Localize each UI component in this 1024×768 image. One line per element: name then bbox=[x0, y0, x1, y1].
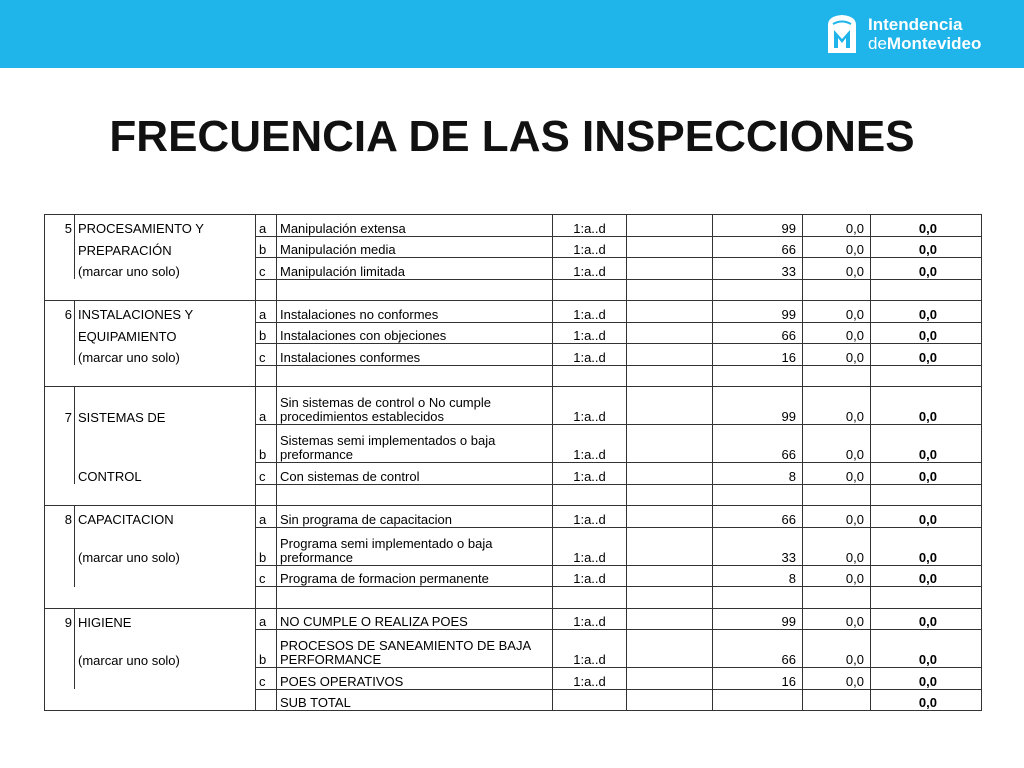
empty-cell bbox=[45, 689, 75, 711]
section-label: (marcar uno solo) bbox=[75, 344, 256, 366]
empty-cell bbox=[45, 484, 75, 506]
empty-cell bbox=[627, 387, 713, 425]
empty-cell bbox=[75, 689, 256, 711]
option-description: PROCESOS DE SANEAMIENTO DE BAJA PERFORMANCE bbox=[277, 630, 553, 668]
page-title: FRECUENCIA DE LAS INSPECCIONES bbox=[109, 112, 915, 161]
subtotal-label: SUB TOTAL bbox=[277, 689, 553, 711]
table-row bbox=[45, 668, 982, 690]
empty-cell bbox=[871, 279, 982, 301]
spacer-row bbox=[45, 484, 982, 506]
option-description: Manipulación media bbox=[277, 236, 553, 258]
empty-cell bbox=[75, 279, 256, 301]
option-value: 99 bbox=[713, 608, 803, 630]
empty-cell bbox=[256, 587, 277, 609]
empty-cell bbox=[627, 689, 713, 711]
option-description: Programa semi implementado o baja preformance bbox=[277, 527, 553, 565]
section-label bbox=[75, 565, 256, 587]
option-description: Instalaciones conformes bbox=[277, 344, 553, 366]
empty-cell bbox=[713, 587, 803, 609]
section-label: CONTROL bbox=[75, 463, 256, 485]
empty-cell bbox=[277, 484, 553, 506]
section-label: (marcar uno solo) bbox=[75, 630, 256, 668]
frequency-code: 1:a..d bbox=[553, 668, 627, 690]
frequency-code: 1:a..d bbox=[553, 565, 627, 587]
empty-cell bbox=[45, 365, 75, 387]
option-result: 0,0 bbox=[803, 344, 871, 366]
frequency-code: 1:a..d bbox=[553, 387, 627, 425]
section-number bbox=[45, 322, 75, 344]
option-letter: b bbox=[256, 425, 277, 463]
section-label bbox=[75, 425, 256, 463]
frequency-code: 1:a..d bbox=[553, 236, 627, 258]
empty-cell bbox=[713, 689, 803, 711]
option-value: 8 bbox=[713, 565, 803, 587]
table-row bbox=[45, 565, 982, 587]
section-number bbox=[45, 668, 75, 690]
option-result: 0,0 bbox=[803, 236, 871, 258]
option-description: Sin programa de capacitacion bbox=[277, 506, 553, 528]
table-row bbox=[45, 258, 982, 280]
spacer-row bbox=[45, 279, 982, 301]
section-label: CAPACITACION bbox=[75, 506, 256, 528]
option-total: 0,0 bbox=[871, 344, 982, 366]
option-value: 66 bbox=[713, 425, 803, 463]
empty-cell bbox=[553, 587, 627, 609]
empty-cell bbox=[871, 587, 982, 609]
empty-cell bbox=[627, 215, 713, 237]
option-value: 16 bbox=[713, 668, 803, 690]
empty-cell bbox=[803, 279, 871, 301]
option-result: 0,0 bbox=[803, 630, 871, 668]
frequency-code: 1:a..d bbox=[553, 608, 627, 630]
empty-cell bbox=[713, 365, 803, 387]
section-number bbox=[45, 463, 75, 485]
spacer-row bbox=[45, 365, 982, 387]
option-value: 66 bbox=[713, 236, 803, 258]
option-result: 0,0 bbox=[803, 608, 871, 630]
subtotal-row bbox=[45, 689, 982, 711]
brand-line-2-main: Montevideo bbox=[886, 34, 982, 53]
frequency-code: 1:a..d bbox=[553, 425, 627, 463]
empty-cell bbox=[627, 668, 713, 690]
empty-cell bbox=[803, 587, 871, 609]
table-row bbox=[45, 506, 982, 528]
option-result: 0,0 bbox=[803, 668, 871, 690]
option-total: 0,0 bbox=[871, 425, 982, 463]
frequency-code: 1:a..d bbox=[553, 215, 627, 237]
option-total: 0,0 bbox=[871, 565, 982, 587]
empty-cell bbox=[553, 365, 627, 387]
section-number bbox=[45, 630, 75, 668]
empty-cell bbox=[627, 236, 713, 258]
intendencia-logo-icon bbox=[825, 13, 859, 55]
empty-cell bbox=[75, 484, 256, 506]
frequency-code: 1:a..d bbox=[553, 258, 627, 280]
inspection-table bbox=[44, 214, 982, 711]
frequency-code: 1:a..d bbox=[553, 527, 627, 565]
option-result: 0,0 bbox=[803, 506, 871, 528]
section-number bbox=[45, 425, 75, 463]
option-value: 66 bbox=[713, 506, 803, 528]
table-row bbox=[45, 463, 982, 485]
option-letter: b bbox=[256, 236, 277, 258]
empty-cell bbox=[627, 344, 713, 366]
frequency-code: 1:a..d bbox=[553, 630, 627, 668]
empty-cell bbox=[627, 463, 713, 485]
option-value: 99 bbox=[713, 215, 803, 237]
option-description: Sistemas semi implementados o baja preformance bbox=[277, 425, 553, 463]
frequency-code: 1:a..d bbox=[553, 344, 627, 366]
empty-cell bbox=[803, 365, 871, 387]
table-row bbox=[45, 425, 982, 463]
option-letter: b bbox=[256, 630, 277, 668]
table-row bbox=[45, 215, 982, 237]
section-number bbox=[45, 258, 75, 280]
option-letter: c bbox=[256, 565, 277, 587]
empty-cell bbox=[256, 689, 277, 711]
table-row bbox=[45, 527, 982, 565]
empty-cell bbox=[45, 587, 75, 609]
empty-cell bbox=[256, 484, 277, 506]
spacer-row bbox=[45, 587, 982, 609]
brand-line-2-prefix: de bbox=[868, 34, 887, 53]
option-value: 8 bbox=[713, 463, 803, 485]
frequency-code: 1:a..d bbox=[553, 322, 627, 344]
section-label: INSTALACIONES Y bbox=[75, 301, 256, 323]
section-label: PREPARACIÓN bbox=[75, 236, 256, 258]
option-description: Sin sistemas de control o No cumple procedimientos establecidos bbox=[277, 387, 553, 425]
option-total: 0,0 bbox=[871, 506, 982, 528]
option-description: POES OPERATIVOS bbox=[277, 668, 553, 690]
option-letter: a bbox=[256, 387, 277, 425]
empty-cell bbox=[871, 484, 982, 506]
empty-cell bbox=[627, 322, 713, 344]
section-label bbox=[75, 668, 256, 690]
empty-cell bbox=[627, 301, 713, 323]
empty-cell bbox=[256, 365, 277, 387]
header-bar bbox=[0, 0, 1024, 68]
section-number: 6 bbox=[45, 301, 75, 323]
table-row bbox=[45, 387, 982, 425]
section-label: PROCESAMIENTO Y bbox=[75, 215, 256, 237]
brand-line-1: Intendencia bbox=[868, 15, 963, 34]
option-description: Instalaciones con objeciones bbox=[277, 322, 553, 344]
section-number: 9 bbox=[45, 608, 75, 630]
option-letter: c bbox=[256, 668, 277, 690]
empty-cell bbox=[277, 365, 553, 387]
option-letter: b bbox=[256, 527, 277, 565]
option-description: Programa de formacion permanente bbox=[277, 565, 553, 587]
option-value: 99 bbox=[713, 387, 803, 425]
table-row bbox=[45, 344, 982, 366]
option-result: 0,0 bbox=[803, 425, 871, 463]
section-label: (marcar uno solo) bbox=[75, 527, 256, 565]
option-result: 0,0 bbox=[803, 565, 871, 587]
option-letter: a bbox=[256, 301, 277, 323]
table-row bbox=[45, 322, 982, 344]
option-letter: c bbox=[256, 344, 277, 366]
subtotal-total: 0,0 bbox=[871, 689, 982, 711]
table-row bbox=[45, 630, 982, 668]
option-total: 0,0 bbox=[871, 236, 982, 258]
frequency-code: 1:a..d bbox=[553, 506, 627, 528]
option-result: 0,0 bbox=[803, 215, 871, 237]
option-letter: b bbox=[256, 322, 277, 344]
option-value: 33 bbox=[713, 527, 803, 565]
option-letter: a bbox=[256, 506, 277, 528]
empty-cell bbox=[627, 527, 713, 565]
empty-cell bbox=[627, 587, 713, 609]
option-value: 33 bbox=[713, 258, 803, 280]
option-description: Manipulación extensa bbox=[277, 215, 553, 237]
empty-cell bbox=[277, 587, 553, 609]
option-value: 66 bbox=[713, 322, 803, 344]
frequency-code: 1:a..d bbox=[553, 463, 627, 485]
empty-cell bbox=[75, 587, 256, 609]
option-letter: a bbox=[256, 608, 277, 630]
empty-cell bbox=[627, 425, 713, 463]
section-number: 7 bbox=[45, 387, 75, 425]
option-total: 0,0 bbox=[871, 463, 982, 485]
option-total: 0,0 bbox=[871, 322, 982, 344]
empty-cell bbox=[627, 630, 713, 668]
frequency-code: 1:a..d bbox=[553, 301, 627, 323]
option-description: Con sistemas de control bbox=[277, 463, 553, 485]
empty-cell bbox=[713, 484, 803, 506]
option-description: Instalaciones no conformes bbox=[277, 301, 553, 323]
empty-cell bbox=[627, 608, 713, 630]
section-number: 8 bbox=[45, 506, 75, 528]
option-total: 0,0 bbox=[871, 527, 982, 565]
brand-logo bbox=[825, 11, 981, 57]
empty-cell bbox=[627, 279, 713, 301]
section-label: EQUIPAMIENTO bbox=[75, 322, 256, 344]
empty-cell bbox=[803, 689, 871, 711]
empty-cell bbox=[871, 365, 982, 387]
option-total: 0,0 bbox=[871, 608, 982, 630]
option-total: 0,0 bbox=[871, 215, 982, 237]
option-result: 0,0 bbox=[803, 387, 871, 425]
option-value: 99 bbox=[713, 301, 803, 323]
empty-cell bbox=[277, 279, 553, 301]
option-value: 16 bbox=[713, 344, 803, 366]
section-number bbox=[45, 236, 75, 258]
option-total: 0,0 bbox=[871, 630, 982, 668]
section-number bbox=[45, 527, 75, 565]
section-label: SISTEMAS DE bbox=[75, 387, 256, 425]
option-result: 0,0 bbox=[803, 527, 871, 565]
section-number: 5 bbox=[45, 215, 75, 237]
section-number bbox=[45, 344, 75, 366]
empty-cell bbox=[627, 565, 713, 587]
empty-cell bbox=[713, 279, 803, 301]
empty-cell bbox=[553, 279, 627, 301]
empty-cell bbox=[627, 258, 713, 280]
option-description: NO CUMPLE O REALIZA POES bbox=[277, 608, 553, 630]
section-label: HIGIENE bbox=[75, 608, 256, 630]
option-result: 0,0 bbox=[803, 258, 871, 280]
table-row bbox=[45, 608, 982, 630]
empty-cell bbox=[75, 365, 256, 387]
option-result: 0,0 bbox=[803, 463, 871, 485]
option-total: 0,0 bbox=[871, 301, 982, 323]
empty-cell bbox=[627, 365, 713, 387]
option-letter: c bbox=[256, 463, 277, 485]
empty-cell bbox=[45, 279, 75, 301]
empty-cell bbox=[803, 484, 871, 506]
empty-cell bbox=[256, 279, 277, 301]
option-result: 0,0 bbox=[803, 301, 871, 323]
table-row bbox=[45, 236, 982, 258]
option-description: Manipulación limitada bbox=[277, 258, 553, 280]
option-total: 0,0 bbox=[871, 668, 982, 690]
table-row bbox=[45, 301, 982, 323]
empty-cell bbox=[627, 484, 713, 506]
section-number bbox=[45, 565, 75, 587]
option-value: 66 bbox=[713, 630, 803, 668]
option-letter: c bbox=[256, 258, 277, 280]
option-letter: a bbox=[256, 215, 277, 237]
option-result: 0,0 bbox=[803, 322, 871, 344]
empty-cell bbox=[553, 484, 627, 506]
option-total: 0,0 bbox=[871, 387, 982, 425]
empty-cell bbox=[627, 506, 713, 528]
section-label: (marcar uno solo) bbox=[75, 258, 256, 280]
empty-cell bbox=[553, 689, 627, 711]
option-total: 0,0 bbox=[871, 258, 982, 280]
